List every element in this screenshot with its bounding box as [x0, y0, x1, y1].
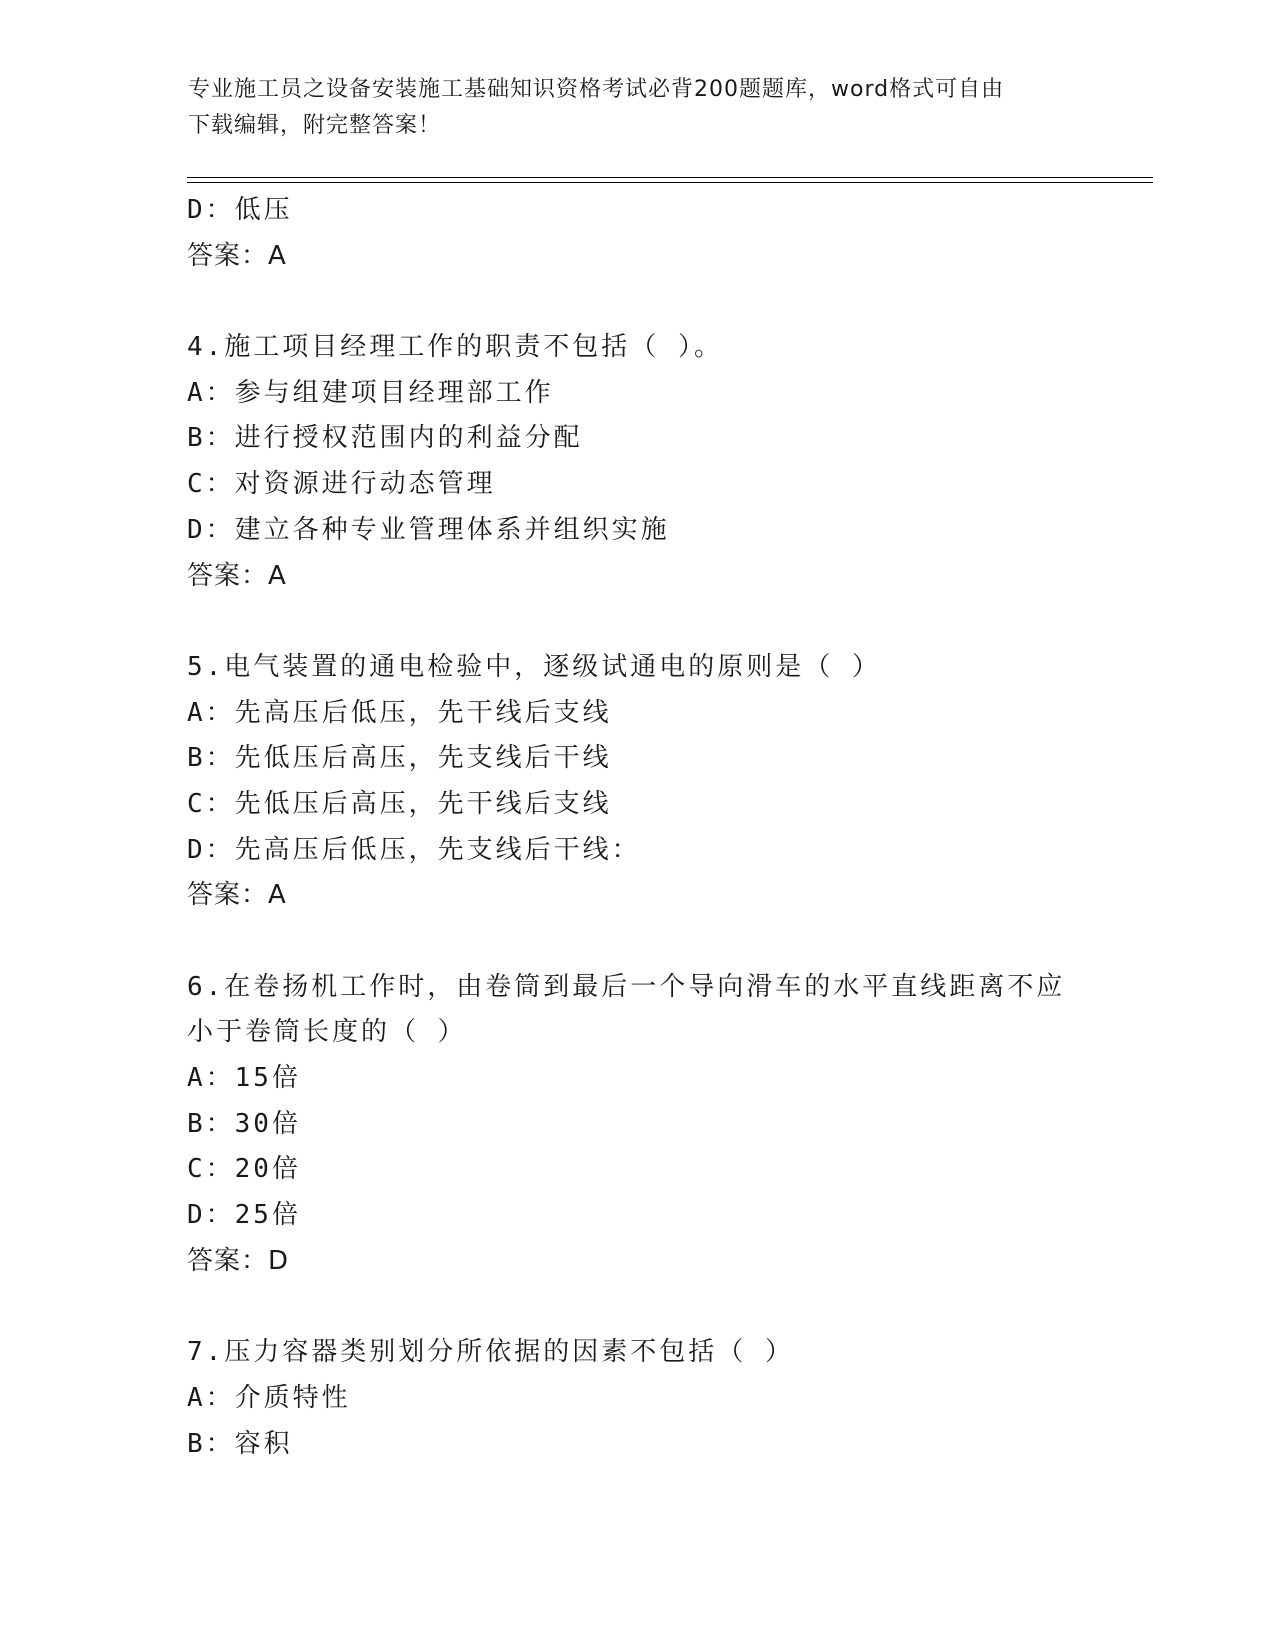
answer-line: 答案：A — [187, 560, 287, 591]
answer-line: 答案：D — [187, 1245, 290, 1276]
question-stem-line-2: 小于卷筒长度的（ ） — [187, 1017, 467, 1048]
question-6 — [187, 965, 1147, 1285]
document-header — [188, 72, 1088, 144]
option-d: D：先高压后低压，先支线后干线： — [187, 834, 641, 865]
header-rule-top — [187, 177, 1153, 178]
question-stem: 7.压力容器类别划分所依据的因素不包括（ ） — [187, 1337, 794, 1368]
question-list — [187, 188, 1147, 1467]
option-a: A：介质特性 — [187, 1382, 351, 1413]
option-b: B：进行授权范围内的利益分配 — [187, 423, 583, 454]
option-c: C：对资源进行动态管理 — [187, 469, 496, 500]
header-rule-bottom — [187, 182, 1153, 183]
header-title-line-2: 下载编辑，附完整答案！ — [188, 113, 442, 138]
option-d: D：25倍 — [187, 1200, 301, 1231]
answer-line: 答案：A — [187, 240, 287, 271]
question-7 — [187, 1330, 1147, 1467]
option-d: D：低压 — [187, 195, 293, 225]
option-b: B：30倍 — [187, 1108, 301, 1139]
option-b: B：先低压后高压，先支线后干线 — [187, 743, 612, 774]
option-b: B：容积 — [187, 1428, 293, 1459]
answer-line: 答案：A — [187, 880, 287, 911]
spacer — [187, 279, 1147, 325]
question-5 — [187, 645, 1147, 919]
question-4 — [187, 325, 1147, 599]
spacer — [187, 919, 1147, 965]
option-a: A：先高压后低压，先干线后支线 — [187, 697, 612, 728]
option-a: A：参与组建项目经理部工作 — [187, 377, 554, 408]
option-d: D：建立各种专业管理体系并组织实施 — [187, 514, 670, 545]
option-a: A：15倍 — [187, 1063, 301, 1094]
spacer — [187, 599, 1147, 645]
question-stem: 5.电气装置的通电检验中，逐级试通电的原则是（ ） — [187, 651, 881, 682]
question-stem: 4.施工项目经理工作的职责不包括（ ）。 — [187, 332, 723, 363]
header-title-line-1: 专业施工员之设备安装施工基础知识资格考试必背200题题库，word格式可自由 — [188, 77, 1005, 102]
question-stem-line-1: 6.在卷扬机工作时，由卷筒到最后一个导向滑车的水平直线距离不应 — [187, 971, 1066, 1002]
option-c: C：20倍 — [187, 1154, 301, 1185]
spacer — [187, 1285, 1147, 1331]
option-c: C：先低压后高压，先干线后支线 — [187, 788, 612, 819]
